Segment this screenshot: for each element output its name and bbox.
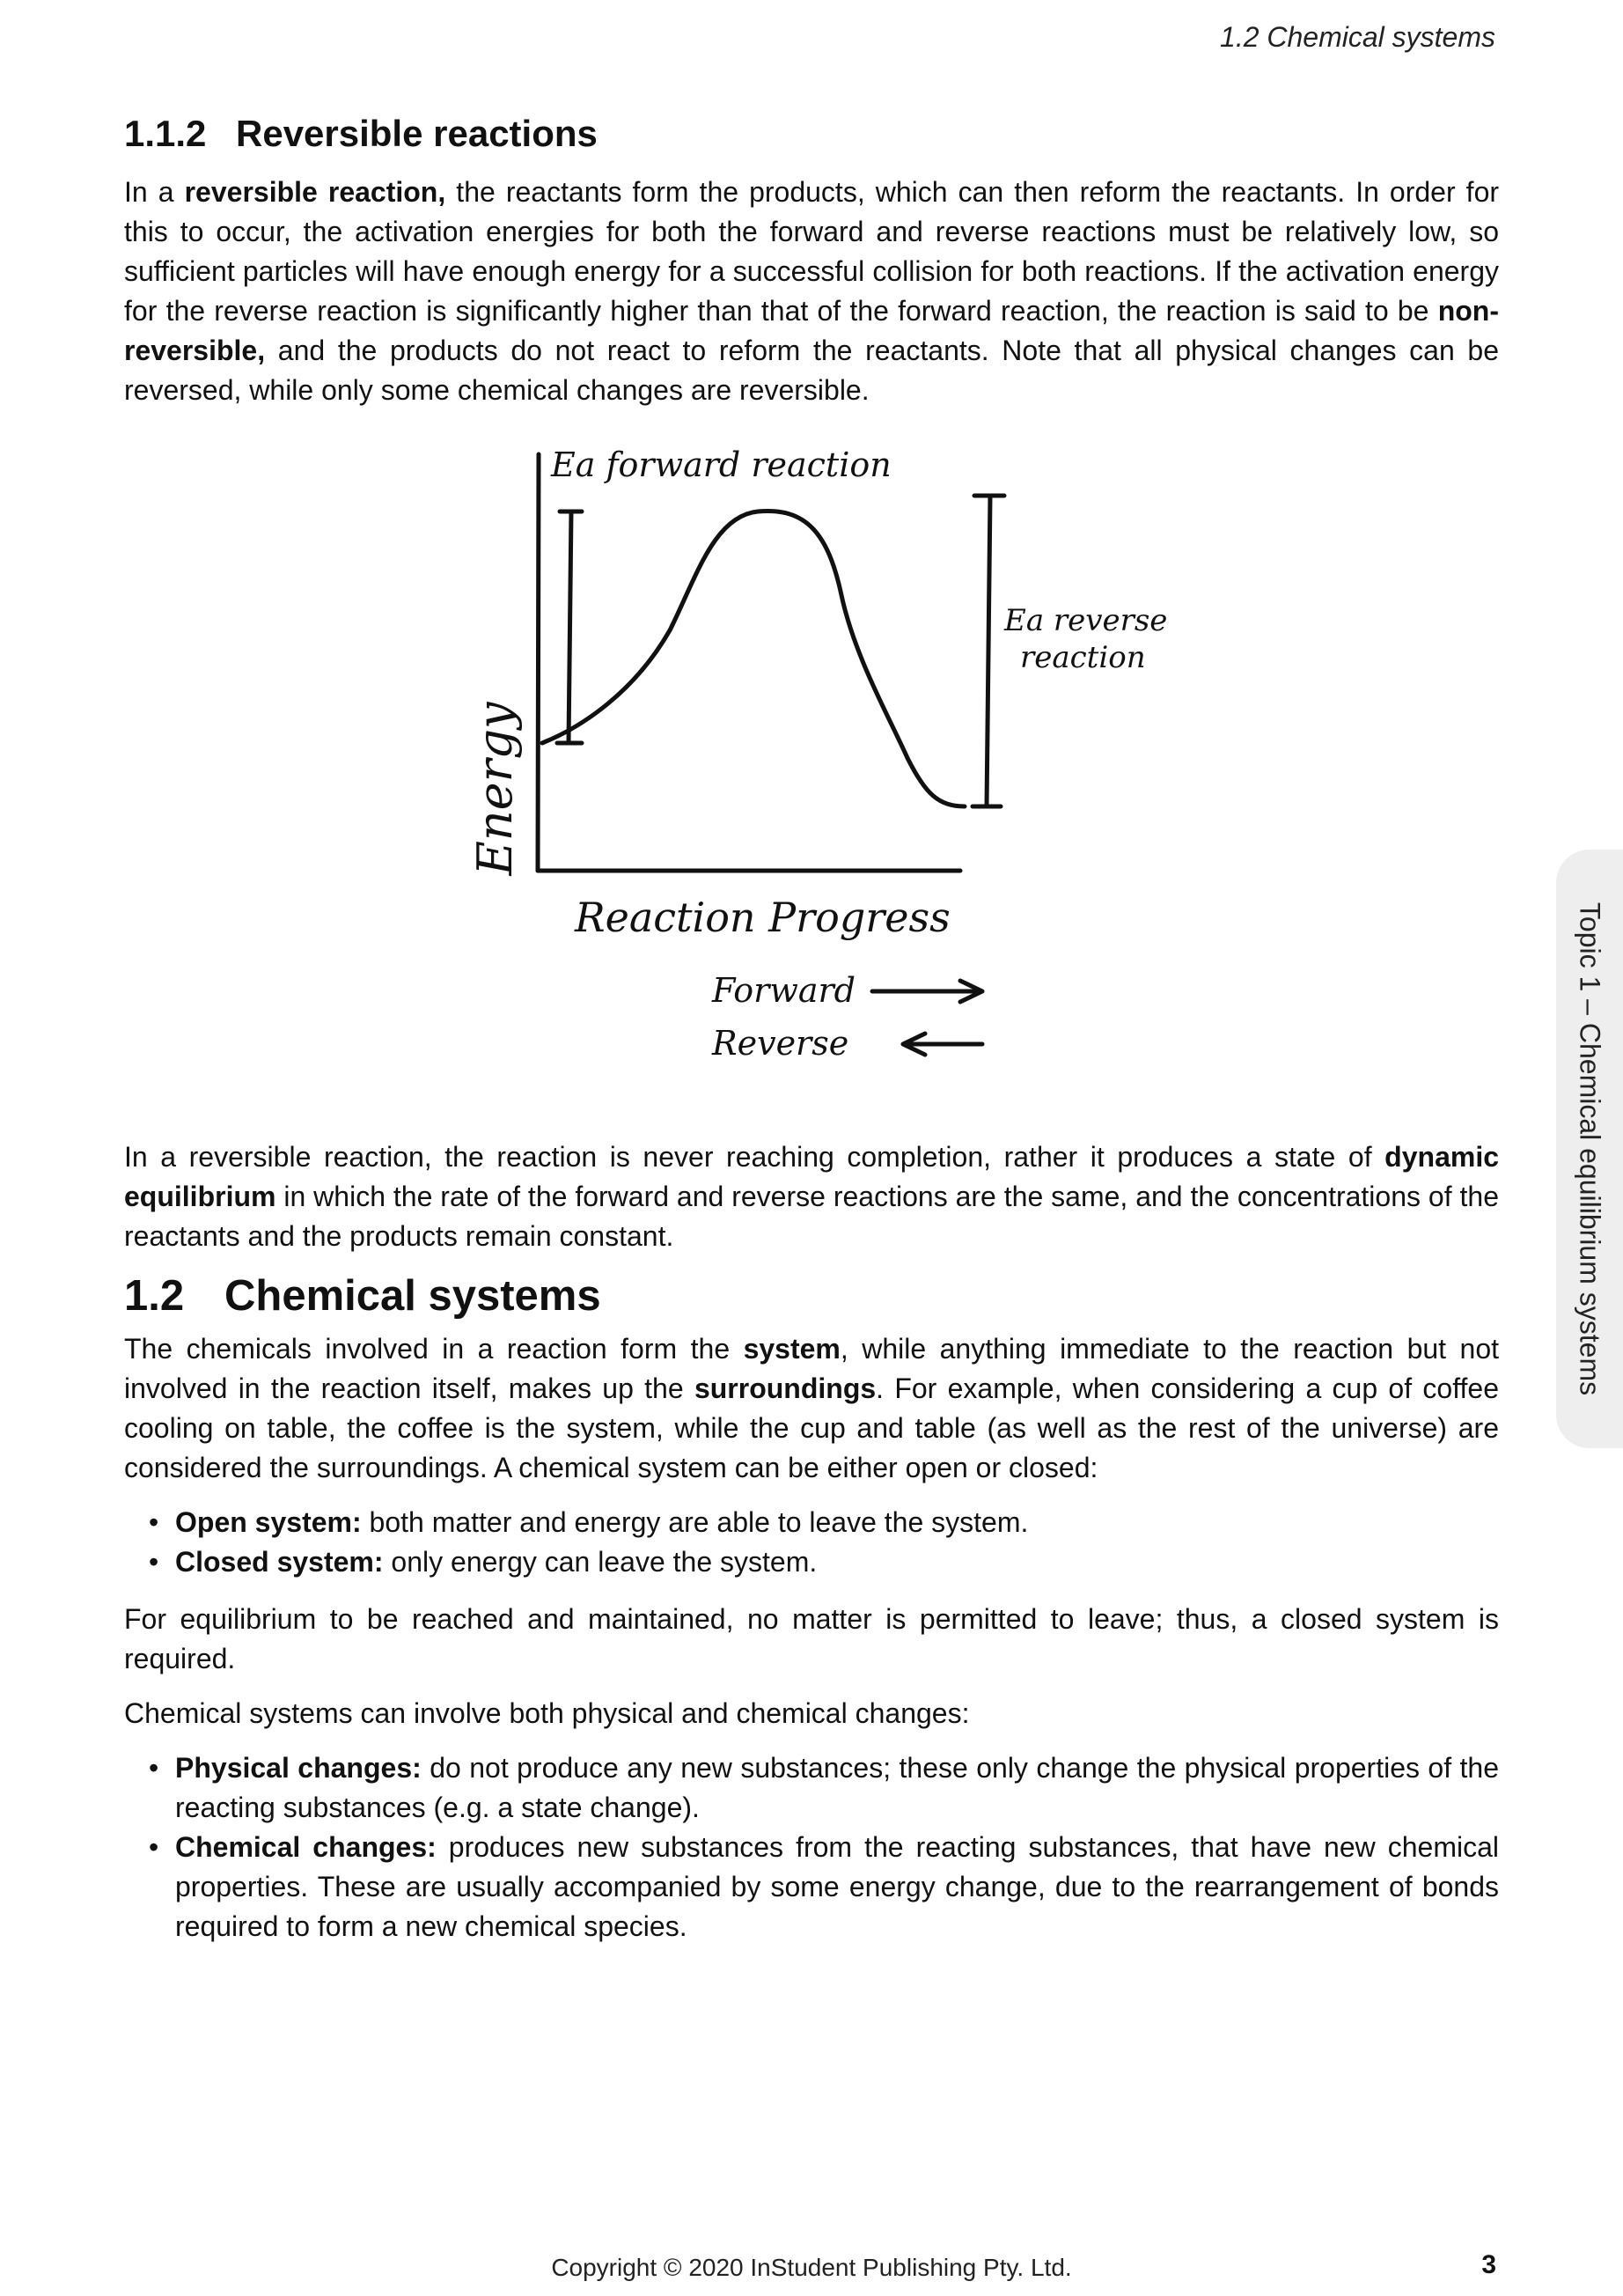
energy-curve [542,511,965,806]
text-run: and the products do not react to reform the reactants. Note that all physical changes can be reversed, while only some chemical changes are reversible. [124,335,1499,406]
text-run: the reactants form the products, which can then reform the reactants. In order for this to occur, the activation energies for both the forward and reverse reactions must be relatively low, so sufficient particles will have enough energy for a successful collision for both reactions. If the activation energy for the reverse reaction is significantly higher than that of the forward reaction, the reaction is said to be [124,176,1500,327]
reverse-arrow [903,1034,982,1055]
list-item-text: only energy can leave the system. [383,1546,818,1578]
list-item-text: both matter and energy are able to leave the system. [361,1506,1029,1538]
section-number: 1.1.2 [124,113,207,154]
list-item-term: Closed system: [175,1546,384,1578]
energy-profile-figure [124,428,1499,1132]
paragraph-changes-intro: Chemical systems can involve both physical and chemical changes: [124,1697,970,1729]
paragraph-closed-system-required: For equilibrium to be reached and maintained, no matter is permitted to leave; thus, a closed system is required. [124,1603,1499,1674]
section-heading-1-2 [124,1271,1499,1321]
y-axis [538,454,539,871]
list-item-text: do not produce any new substances; these only change the physical properties of the reacting substances (e.g. a state change). [175,1752,1500,1823]
energy-profile-diagram [124,428,1499,1132]
list-item [175,1503,1499,1542]
footer-copyright: Copyright © 2020 InStudent Publishing Pty. Ltd. [551,2254,1072,2281]
paragraph-reversible-reactions [124,173,1499,410]
topic-side-tab-label: Topic 1 – Chemical equilibrium systems [1574,901,1606,1396]
text-run: The chemicals involved in a reaction form the [124,1333,744,1365]
section-title: Reversible reactions [236,113,598,154]
term-surroundings: surroundings [694,1372,877,1404]
list-item-term: Physical changes: [175,1752,422,1784]
section-heading-1-1-2 [124,113,1499,155]
term-reversible-reaction: reversible reaction, [184,176,446,208]
ea-reverse-label-line2: reaction [1020,640,1146,675]
section-number: 1.2 [124,1272,185,1320]
text-run: In a reversible reaction, the reaction is never reaching completion, rather it produces a state of [124,1141,1385,1173]
page-number: 3 [1481,2250,1496,2279]
change-types-list [124,1748,1499,1946]
paragraph-dynamic-equilibrium [124,1137,1499,1256]
reverse-label: Reverse [712,1024,849,1063]
paragraph-system-surroundings [124,1329,1499,1488]
text-run: In a [124,176,185,208]
ea-reverse-label-line1: Ea reverse [1004,603,1168,638]
ea-forward-label: Ea forward reaction [551,445,892,484]
term-non-reversible: non-reversible, [124,295,1499,366]
reaction-progress-label: Reaction Progress [575,894,951,941]
running-header: 1.2 Chemical systems [1220,21,1495,53]
page-content [124,113,1499,1964]
ea-forward-bracket [557,511,582,743]
system-types-list [124,1503,1499,1582]
topic-side-tab [1556,850,1623,1448]
energy-axis-label: Energy [467,702,523,876]
list-item [175,1542,1499,1582]
section-title: Chemical systems [224,1272,601,1320]
list-item [175,1748,1499,1828]
text-run: , while anything immediate to the reaction but not involved in the reaction itself, makes up the [124,1333,1499,1404]
forward-label: Forward [712,971,856,1010]
text-run: . For example, when considering a cup of coffee cooling on table, the coffee is the system, while the cup and table (as well as the rest of the universe) are considered the surroundings. A chemical system can be either open or closed: [124,1372,1499,1483]
text-run: in which the rate of the forward and reverse reactions are the same, and the concentrations of the reactants and the products remain constant. [124,1181,1499,1252]
list-item-term: Open system: [175,1506,362,1538]
term-system: system [743,1333,841,1365]
ea-reverse-bracket [973,496,1004,806]
list-item-term: Chemical changes: [175,1831,437,1863]
term-dynamic-equilibrium: dynamic equilibrium [124,1141,1499,1212]
list-item [175,1828,1499,1946]
forward-arrow [872,981,982,1002]
list-item-text: produces new substances from the reacting substances, that have new chemical properties. These are usually accompanied by some energy change, due to the rearrangement of bonds required to form a new chemical species. [175,1831,1499,1942]
